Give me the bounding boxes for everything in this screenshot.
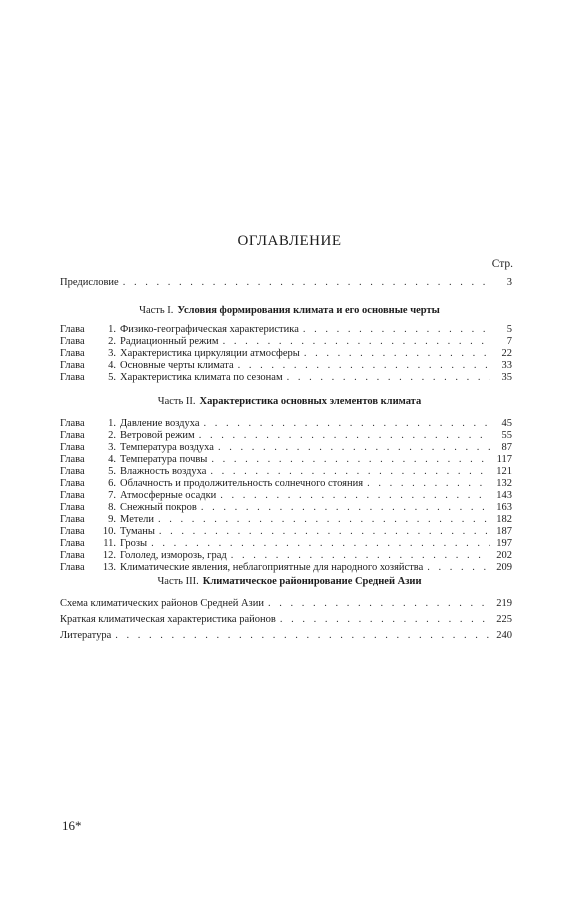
toc-chapter [60,442,512,454]
dot-leader [238,360,490,372]
chapter-prefix: Глава [60,526,85,537]
chapter-prefix: Глава [60,514,85,525]
toc-entry-label: Схема климатических районов Средней Азии [60,598,264,609]
chapter-number: 3. [108,348,116,359]
chapter-number: 3. [108,442,116,453]
chapter-title: Климатические явления, неблагоприятные для народного хозяйства [120,562,424,573]
dot-leader [268,598,490,610]
toc-page-number: 117 [496,454,512,465]
toc-chapter [60,550,512,562]
toc-page-number: 219 [496,598,512,609]
page-column-label: Стр. [491,258,513,270]
chapter-number: 6. [108,478,116,489]
toc-chapter [60,418,512,430]
toc-chapter [60,466,512,478]
dot-leader [223,336,490,348]
page-footer-number: 16* [62,818,82,833]
part-number: Часть II. [157,396,196,407]
part-number: Часть I. [139,305,174,316]
dot-leader [220,490,490,502]
toc-chapter [60,502,512,514]
chapter-prefix: Глава [60,502,85,513]
toc-chapter [60,478,512,490]
toc-page-number: 5 [506,324,512,335]
toc-page-number: 3 [506,277,512,288]
chapter-prefix: Глава [60,490,85,501]
toc-entry [60,614,512,626]
dot-leader [201,502,490,514]
toc-chapter [60,514,512,526]
toc-entry-label: Предисловие [60,277,119,288]
toc-chapter [60,526,512,538]
chapter-title: Характеристика климата по сезонам [120,372,283,383]
toc-chapter [60,360,512,372]
chapter-number: 4. [108,360,116,371]
toc-chapter [60,454,512,466]
chapter-title: Снежный покров [120,502,197,513]
toc-page-number: 182 [496,514,512,525]
chapter-prefix: Глава [60,538,85,549]
dot-leader [367,478,490,490]
toc-page-number: 225 [496,614,512,625]
part-heading [0,396,579,407]
chapter-title: Облачность и продолжительность солнечного стояния [120,478,364,489]
chapter-prefix: Глава [60,562,85,573]
chapter-number: 2. [108,336,116,347]
chapter-number: 5. [108,372,116,383]
chapter-number: 8. [108,502,116,513]
toc-chapter [60,336,512,348]
dot-leader [151,538,490,550]
chapter-number: 7. [108,490,116,501]
toc-entry [60,598,512,610]
toc-page-number: 55 [501,430,512,441]
chapter-number: 11. [103,538,116,549]
dot-leader [199,430,490,442]
chapter-prefix: Глава [60,478,85,489]
dot-leader [210,466,490,478]
dot-leader [158,514,490,526]
toc-page-number: 143 [496,490,512,501]
toc-page-number: 121 [496,466,512,477]
toc-page-number: 197 [496,538,512,549]
chapter-number: 12. [102,550,116,561]
chapter-number: 1. [108,324,116,335]
chapter-prefix: Глава [60,360,85,371]
chapter-number: 5. [108,466,116,477]
chapter-title: Влажность воздуха [120,466,207,477]
chapter-title: Туманы [120,526,155,537]
chapter-title: Ветровой режим [120,430,195,441]
toc-entry-label: Краткая климатическая характеристика районов [60,614,276,625]
chapter-prefix: Глава [60,372,85,383]
dot-leader [280,614,490,626]
toc-page-number: 87 [501,442,512,453]
part-title: Характеристика основных элементов климата [199,396,422,407]
toc-page-number: 163 [496,502,512,513]
dot-leader [303,324,490,336]
dot-leader [231,550,490,562]
chapter-title: Характеристика циркуляции атмосферы [120,348,300,359]
part-title: Климатическое районирование Средней Азии [202,576,422,587]
part-title: Условия формирования климата и его основные черты [177,305,440,316]
chapter-title: Метели [120,514,154,525]
toc-page-number: 22 [501,348,512,359]
toc-entry [60,630,512,642]
part-number: Часть III. [157,576,199,587]
chapter-prefix: Глава [60,418,85,429]
toc-page-number: 132 [496,478,512,489]
chapter-title: Температура почвы [120,454,208,465]
chapter-title: Давление воздуха [120,418,200,429]
chapter-prefix: Глава [60,336,85,347]
part-heading [0,576,579,587]
toc-entry-label: Литература [60,630,112,641]
toc-page-number: 202 [496,550,512,561]
dot-leader [287,372,490,384]
toc-page-number: 35 [501,372,512,383]
toc-chapter [60,324,512,336]
chapter-number: 4. [108,454,116,465]
dot-leader [304,348,490,360]
chapter-prefix: Глава [60,348,85,359]
toc-page-number: 240 [496,630,512,641]
chapter-prefix: Глава [60,454,85,465]
dot-leader [204,418,490,430]
chapter-title: Температура воздуха [120,442,214,453]
chapter-title: Грозы [120,538,148,549]
toc-chapter [60,538,512,550]
chapter-number: 1. [108,418,116,429]
chapter-prefix: Глава [60,466,85,477]
page-title: ОГЛАВЛЕНИЕ [237,233,342,249]
chapter-title: Радиационный режим [120,336,219,347]
toc-chapter [60,490,512,502]
toc-page-number: 45 [501,418,512,429]
dot-leader [115,630,490,642]
chapter-title: Гололед, изморозь, град [120,550,227,561]
toc-page-number: 7 [506,336,512,347]
toc-entry-preface [60,277,512,289]
chapter-prefix: Глава [60,324,85,335]
chapter-number: 9. [108,514,116,525]
toc-chapter [60,430,512,442]
toc-page-number: 209 [496,562,512,573]
toc-page-number: 187 [496,526,512,537]
chapter-number: 13. [102,562,116,573]
chapter-prefix: Глава [60,430,85,441]
dot-leader [123,277,490,289]
chapter-title: Атмосферные осадки [120,490,217,501]
dot-leader [159,526,490,538]
dot-leader [218,442,490,454]
toc-page-number: 33 [501,360,512,371]
chapter-prefix: Глава [60,442,85,453]
toc-chapter [60,372,512,384]
chapter-title: Основные черты климата [120,360,234,371]
chapter-prefix: Глава [60,550,85,561]
toc-chapter [60,562,512,574]
chapter-number: 2. [108,430,116,441]
dot-leader [211,454,490,466]
chapter-number: 10. [102,526,116,537]
part-heading [0,305,579,316]
dot-leader [427,562,490,574]
chapter-title: Физико-географическая характеристика [120,324,299,335]
toc-chapter [60,348,512,360]
